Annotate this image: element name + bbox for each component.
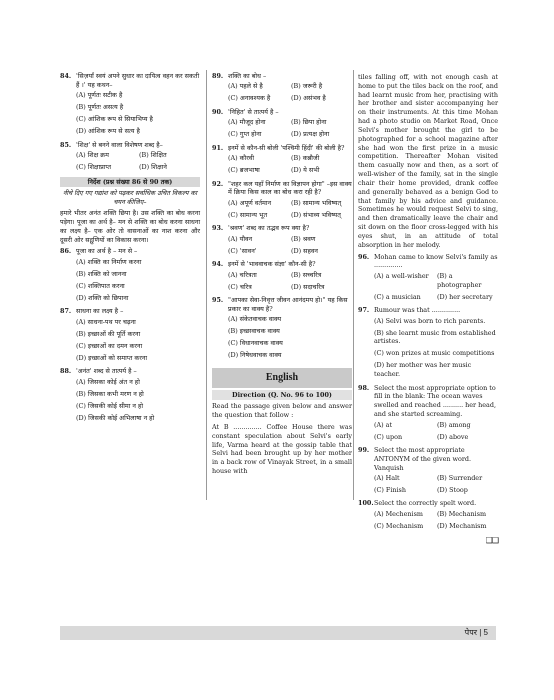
question-text: Select the most appropriate option to fill in the blank: The ocean waves swelled and reached .......... her head, and she started screaming. — [374, 383, 496, 419]
direction-heading: निर्देश (प्रश्न संख्या 86 से 90 तक) — [60, 177, 200, 188]
option: (B) छिपा होना — [291, 118, 327, 127]
option: (B) जिसका कभी मरण न हो — [76, 389, 144, 398]
option: (C) गुप्त होना — [228, 130, 262, 139]
option: (A) चरित्रता — [228, 270, 257, 279]
question-93 — [212, 224, 352, 257]
option: (B) सामान्य भविष्यत् — [291, 198, 342, 207]
question-text: साधना का लक्ष्य है – — [76, 307, 124, 316]
question-number: 86. — [60, 247, 72, 256]
option: (A) a well-wisher — [374, 271, 429, 280]
question-number: 92. — [212, 179, 224, 188]
option: (D) ये सभी — [291, 166, 320, 175]
option: (C) सामान्य भूत — [228, 210, 268, 219]
question-number: 100. — [358, 499, 374, 508]
option: (A) Halt — [374, 474, 400, 483]
question-text: 'सिज़र्यां स्वयं अपने सुधार का दायित्व वहन कर सकती हैं ।' यह कथन– — [76, 72, 200, 89]
question-84 — [60, 72, 200, 138]
option: (D) शक्ति को छिपाना — [76, 293, 129, 302]
option: (D) above — [437, 432, 469, 441]
option: (C) चरित्र — [228, 282, 252, 291]
option: (A) पहले से है — [228, 82, 263, 91]
question-number: 88. — [60, 367, 72, 376]
question-text: Mohan came to know Selvi's family as .............. — [374, 252, 498, 270]
option: (D) Mechanism — [437, 521, 487, 530]
question-text: "आपका सेवा-निवृत्त जीवन आनंदमय हो।" यह किस प्रकार का वाक्य है? — [228, 295, 348, 313]
option: (B) श्रवण — [291, 234, 316, 243]
column-1 — [60, 72, 200, 427]
question-92 — [212, 180, 352, 222]
option: (A) यौवन — [228, 234, 253, 243]
option: (A) शिक्ष क्रम — [76, 151, 109, 160]
question-96 — [358, 253, 498, 304]
end-mark: ❑❑ — [485, 536, 498, 546]
option: (B) among — [437, 420, 471, 429]
question-text: 'श्रवण' शब्द का तद्भव रूप क्या है? — [228, 224, 310, 233]
option: (B) सच्चरित्र — [291, 270, 322, 279]
page-footer — [60, 626, 496, 640]
option: (B) Mechanism — [437, 509, 487, 518]
question-text: 'अनंत' शब्द से तात्पर्य है – — [76, 367, 137, 376]
question-text: "शहर कल यहाँ निर्माण का विज्ञापन होगा" –इस वाक्य में क्रिया किस काल का बोध करा रही है? — [228, 179, 352, 197]
question-text: इनमें से 'भाववाचक संज्ञा' कौन-सी है? — [228, 260, 316, 269]
option: (A) मौजूद होना — [228, 118, 266, 127]
question-number: 84. — [60, 72, 72, 80]
question-88 — [60, 367, 200, 424]
question-number: 87. — [60, 307, 72, 316]
question-86 — [60, 247, 200, 304]
question-94 — [212, 260, 352, 293]
question-85 — [60, 141, 200, 174]
question-text: पूजा का अर्थ है – मन से – — [76, 247, 138, 256]
option: (D) निषेधवाचक वाक्य — [228, 351, 282, 360]
option: (B) she learnt music from established artistes. — [374, 328, 496, 346]
option: (A) साधना-पथ पर चढ़ना — [76, 317, 136, 326]
option: (C) शिक्षाप्राप्त — [76, 163, 112, 172]
option: (C) शक्तिपात करना — [76, 281, 125, 290]
option: (A) Selvi was born to rich parents. — [374, 316, 486, 325]
option: (B) पूर्णतः असत्य है — [76, 103, 124, 112]
section-heading-english: English — [212, 368, 352, 388]
question-number: 97. — [358, 306, 370, 315]
passage-text: हमारे भीतर अनंत शक्ति छिपा है। उस शक्ति का बोध करना पड़ेगा। पूजा का अर्थ है– मन से शक्ति का बोध करना साधना का लक्ष्य है– एक ओर तो वासनाओं का नाश करना और दूसरी ओर सद्गुणियों का विकास करना। — [60, 209, 200, 244]
question-text: 'शिक्ष' से बनने वाला विशेषण शब्द है– — [76, 140, 163, 149]
question-text: 'निहित' से तात्पर्य है – — [228, 107, 279, 116]
option: (C) ब्रजभाषा — [228, 166, 260, 175]
option: (A) अपूर्ण वर्तमान — [228, 198, 272, 207]
option: (D) असंभव है — [291, 94, 326, 103]
option: (D) सदाचरित्र — [291, 282, 325, 291]
option: (D) जिसकी कोई अभिलाषा न हो — [76, 413, 155, 422]
question-number: 91. — [212, 143, 224, 152]
question-91 — [212, 144, 352, 177]
column-divider — [206, 70, 207, 500]
option: (B) इच्छावाचक वाक्य — [228, 327, 280, 336]
passage-text: tiles falling off, with not enough cash at home to put the tiles back on the roof, and had learnt music from her, practising with her brother and sister accompanying her on their instruments. At this time Mohan had a photo studio on Market Road, Once Selvi's mother brought the girl to be photographed for a school magazine after she had won the first prize in a music competition. Thereafter Mohan visited them casually now and then, as a sort of well-wisher of the family, sat in the single chair their home provided, drank coffee and generally behaved as a benign God to that family by his advice and guidance. Sometimes he would request Selvi to sing, and then dramatically leave the chair and sit down on the floor cross-legged with his eyes shut, in an attitude of total absorption in her melody. — [358, 73, 498, 249]
option: (B) शिक्षित — [139, 151, 167, 160]
option: (D) सहवन — [291, 246, 318, 255]
question-number: 85. — [60, 140, 72, 149]
question-number: 94. — [212, 260, 224, 269]
question-97 — [358, 306, 498, 381]
option: (C) इच्छाओं का दमन करना — [76, 341, 143, 350]
option: (A) Mechenism — [374, 509, 423, 518]
option: (D) आंशिक रूप से सत्य है — [76, 127, 140, 136]
option: (C) Finish — [374, 486, 406, 495]
option: (A) शक्ति का निर्माण करना — [76, 257, 142, 266]
column-2 — [212, 72, 352, 476]
question-98 — [358, 384, 498, 443]
option: (A) पूर्णतः सटीक है — [76, 91, 123, 100]
option: (D) शिक्षाने — [139, 163, 167, 172]
question-89 — [212, 72, 352, 105]
question-100 — [358, 499, 498, 532]
direction-text: नीचे दिए गए गद्यांश को पढ़कर सर्वाधिक उचित विकल्प का चयन कीजिए– — [62, 189, 198, 207]
option: (B) Surrender — [437, 474, 483, 483]
option: (D) Stoop — [437, 486, 468, 495]
question-number: 90. — [212, 107, 224, 116]
passage-text: At B .............. Coffee House there was constant speculation about Selvi's early life, Varma heard at the gossip table that Selvi had been brought up by her mother in a back row of Vinayak Street, in a small house with — [212, 422, 352, 476]
option: (A) संकेतवाचक वाक्य — [228, 315, 282, 324]
option: (D) इच्छाओं को समाप्त करना — [76, 353, 148, 362]
direction-heading: Direction (Q. No. 96 to 100) — [212, 390, 352, 401]
question-90 — [212, 108, 352, 141]
question-text: इनमें से कौन-सी बोली 'पश्चिमी हिंदी' की बोली है? — [228, 143, 345, 152]
option: (A) जिसका कोई अंत न हो — [76, 377, 140, 386]
option: (C) विधानवाचक वाक्य — [228, 339, 283, 348]
question-number: 95. — [212, 295, 224, 304]
option: (A) at — [374, 420, 393, 429]
question-text: Rumour was that .............. — [374, 306, 461, 315]
question-number: 96. — [358, 252, 370, 261]
page-number: पेपर | 5 — [464, 628, 488, 637]
option: (C) आंशिक रूप से सियाभिप्य है — [76, 115, 153, 124]
option: (C) Mechanism — [374, 521, 424, 530]
option: (B) जरूरी है — [291, 82, 323, 91]
question-95 — [212, 296, 352, 362]
option: (B) a photographer — [437, 271, 482, 289]
question-text: शक्ति का बोध – — [228, 72, 267, 80]
option: (D) her secretary — [437, 292, 493, 301]
option: (C) 'सावन' — [228, 246, 257, 255]
option: (D) प्रत्यक्ष होना — [291, 130, 330, 139]
option: (C) अनावश्यक है — [228, 94, 271, 103]
option: (C) जिसकी कोई सीमा न हो — [76, 401, 144, 410]
column-3 — [358, 72, 498, 546]
question-99 — [358, 446, 498, 497]
column-divider — [353, 70, 354, 500]
option: (A) कौरवी — [228, 154, 255, 163]
option: (C) upon — [374, 432, 403, 441]
option: (B) इच्छाओं की पूर्ति करना — [76, 329, 141, 338]
question-text: Select the most appropriate ANTONYM of the given word. Vanquish — [374, 445, 472, 472]
direction-text: Read the passage given below and answer the question that follow : — [212, 402, 352, 420]
option: (B) शक्ति को जानना — [76, 269, 127, 278]
question-87 — [60, 307, 200, 364]
option: (C) a musician — [374, 292, 421, 301]
question-number: 93. — [212, 224, 224, 233]
option: (C) won prizes at music competitions — [374, 349, 495, 358]
question-text: Select the correctly spelt word. — [374, 499, 477, 508]
option: (B) कन्नौजी — [291, 154, 320, 163]
question-number: 89. — [212, 72, 224, 80]
question-number: 99. — [358, 445, 370, 454]
option: (D) संभाव्य भविष्यत् — [291, 210, 341, 219]
question-number: 98. — [358, 383, 370, 392]
option: (D) her mother was her music teacher. — [374, 361, 472, 379]
